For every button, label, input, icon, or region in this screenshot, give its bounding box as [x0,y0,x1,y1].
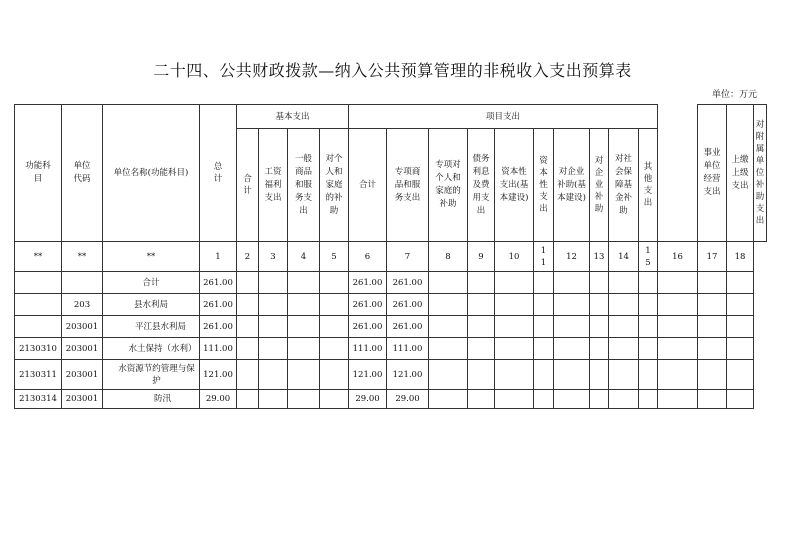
header-proj-debt: 债务利息及费用支出 [468,129,495,242]
index-cell: ** [62,242,103,272]
proj-total-cell: 261.00 [349,272,387,294]
table-row [15,272,767,294]
index-cell: 17 [698,242,727,272]
index-cell: 10 [495,242,534,272]
proj-goods-cell: 111.00 [387,338,429,360]
header-proj-capital-basic: 资本性支出(基本建设) [495,129,534,242]
index-cell: 12 [554,242,590,272]
index-cell: 1 [200,242,237,272]
header-func-code: 功能科目 [15,105,62,242]
unit-name-cell: 合计 [103,272,200,294]
table-row [15,316,767,338]
proj-total-cell: 29.00 [349,390,387,409]
index-cell: 3 [259,242,288,272]
proj-goods-cell: 261.00 [387,272,429,294]
func-code-cell [15,294,62,316]
index-cell: ** [103,242,200,272]
header-proj-other: 其他支出 [639,129,658,242]
proj-goods-cell: 261.00 [387,294,429,316]
unit-name-cell: 平江县水利局 [103,316,200,338]
func-code-cell [15,272,62,294]
total-cell: 29.00 [200,390,237,409]
header-spacer [658,105,698,242]
unit-code-cell: 203001 [62,338,103,360]
index-cell: 16 [658,242,698,272]
index-cell: 9 [468,242,495,272]
index-cell: 6 [349,242,387,272]
header-project-group: 项目支出 [349,105,658,129]
unit-name-cell: 水资源节约管理与保护 [103,360,200,390]
func-code-cell: 2130314 [15,390,62,409]
unit-name-cell: 防汛 [103,390,200,409]
index-cell: 8 [429,242,468,272]
header-proj-personal: 专项对个人和家庭的补助 [429,129,468,242]
page-title: 二十四、公共财政拨款—纳入公共预算管理的非税收入支出预算表 [153,61,632,80]
total-cell: 121.00 [200,360,237,390]
header-proj-goods: 专项商品和服务支出 [387,129,429,242]
proj-goods-cell: 121.00 [387,360,429,390]
index-cell: 13 [590,242,609,272]
index-cell: 14 [609,242,639,272]
unit-code-cell [62,272,103,294]
unit-name-cell: 水土保持（水利） [103,338,200,360]
proj-total-cell: 261.00 [349,294,387,316]
func-code-cell: 2130310 [15,338,62,360]
table-row [15,338,767,360]
table-row [15,360,767,390]
header-proj-total: 合计 [349,129,387,242]
header-proj-social: 对社会保障基金补助 [609,129,639,242]
proj-total-cell: 261.00 [349,316,387,338]
table-row [15,390,767,409]
header-unit-code: 单位代码 [62,105,103,242]
header-basic-personal: 对个人和家庭的补助 [320,129,349,242]
index-cell: 11 [534,242,554,272]
unit-code-cell: 203001 [62,390,103,409]
proj-goods-cell: 261.00 [387,316,429,338]
header-basic-group: 基本支出 [237,105,349,129]
proj-total-cell: 111.00 [349,338,387,360]
header-business: 事业单位经营支出 [698,105,727,242]
total-cell: 111.00 [200,338,237,360]
header-basic-salary: 工资福利支出 [259,129,288,242]
total-cell: 261.00 [200,294,237,316]
budget-table [14,104,767,409]
func-code-cell [15,316,62,338]
total-cell: 261.00 [200,316,237,338]
unit-name-cell: 县水利局 [103,294,200,316]
header-basic-total: 合计 [237,129,259,242]
func-code-cell: 2130311 [15,360,62,390]
index-cell: 4 [288,242,320,272]
header-upper: 上缴上级支出 [727,105,754,242]
total-cell: 261.00 [200,272,237,294]
table-row [15,294,767,316]
index-cell: ** [15,242,62,272]
header-basic-goods: 一般商品和服务支出 [288,129,320,242]
index-cell: 2 [237,242,259,272]
proj-total-cell: 121.00 [349,360,387,390]
unit-label: 单位：万元 [711,90,757,100]
header-unit-name: 单位名称(功能科目) [103,105,200,242]
index-row [15,242,767,272]
unit-code-cell: 203001 [62,360,103,390]
header-proj-capital: 资本性支出 [534,129,554,242]
header-total: 总计 [200,105,237,242]
unit-code-cell: 203001 [62,316,103,338]
index-cell: 18 [727,242,754,272]
index-cell: 15 [639,242,658,272]
unit-code-cell: 203 [62,294,103,316]
header-proj-enterprise-basic: 对企业补助(基本建设) [554,129,590,242]
header-subsidiary: 对附属单位补助支出 [754,105,767,242]
header-proj-enterprise: 对企业补助 [590,129,609,242]
header-row-group [15,105,767,129]
index-cell: 5 [320,242,349,272]
index-cell: 7 [387,242,429,272]
proj-goods-cell: 29.00 [387,390,429,409]
